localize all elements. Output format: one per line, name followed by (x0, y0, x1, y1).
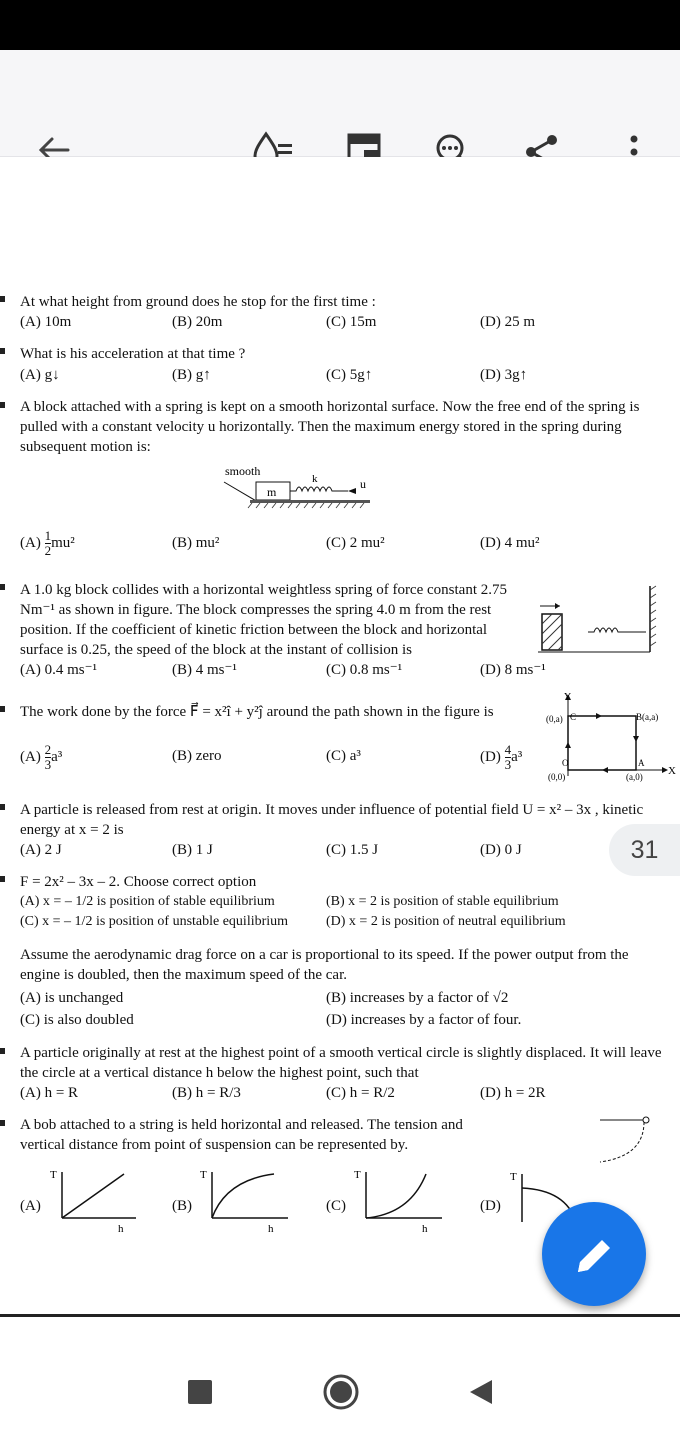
question-marker (0, 804, 5, 810)
question-marker (0, 402, 5, 408)
option-a: (A) $\frac{2}{3}$ a³ (20, 742, 63, 773)
option-a: (A) (20, 1198, 41, 1214)
question-text: A 1.0 kg block collides with a horizontal weightless spring of force constant 2.75 Nm⁻¹ as shown in figure. The block compresses the spring 4.0 m from the rest position. If the coefficient of kinetic friction between the block and horizontal surface is 0.25, the speed of the block at the instant of collision is (20, 582, 507, 658)
k-label: k (312, 473, 318, 485)
fraction-half: $\frac{1}{2}$ (44, 528, 52, 559)
home-icon[interactable] (322, 1373, 360, 1411)
question-text: A particle is released from rest at origin. It moves under influence of potential field U = x² – 3x , kinetic energy at x = 2 is (20, 802, 644, 838)
page-divider (0, 1314, 680, 1317)
recent-apps-icon[interactable] (188, 1380, 212, 1404)
svg-text:(0,0): (0,0) (548, 772, 566, 782)
question-marker (0, 1120, 5, 1126)
svg-text:O: O (562, 758, 569, 768)
document-toolbar (0, 50, 680, 157)
option-c: (C) 2 mu² (326, 535, 385, 551)
option-d: (D) x = 2 is position of neutral equilibrium (326, 914, 566, 929)
svg-text:h: h (422, 1223, 428, 1235)
question-marker (0, 706, 5, 712)
option-c: (C) 0.8 ms⁻¹ (326, 662, 403, 678)
graph-a (44, 1166, 140, 1236)
smooth-label: smooth (225, 464, 261, 478)
path-square (568, 716, 636, 770)
question-text: A particle originally at rest at the highest point of a smooth vertical circle is slightly displaced. It will leave the circle at a vertical distance h below the highest point, such that (20, 1045, 662, 1081)
question-marker (0, 296, 5, 302)
question-text: Assume the aerodynamic drag force on a car is proportional to its speed. If the power output from the engine is doubled, then the maximum speed of the car. (20, 947, 629, 983)
option-a: (A) x = – 1/2 is position of stable equilibrium (20, 894, 275, 909)
option-b: (B) 20m (172, 314, 223, 330)
option-b: (B) g↑ (172, 367, 211, 383)
option-a: (A) 2 J (20, 842, 62, 858)
option-c: (C) x = – 1/2 is position of unstable equilibrium (20, 914, 289, 929)
path-figure (540, 690, 678, 782)
option-c: (C) 15m (326, 314, 377, 330)
svg-text:X: X (668, 765, 676, 777)
spring (588, 628, 646, 632)
question-text: F = 2x² – 3x – 2. Choose correct option (20, 874, 257, 890)
graph-b (196, 1166, 292, 1236)
svg-text:T: T (200, 1169, 207, 1181)
svg-text:(a,0): (a,0) (626, 772, 643, 782)
option-d: (D) increases by a factor of four. (326, 1012, 522, 1028)
question-text: At what height from ground does he stop for the first time : (20, 294, 376, 310)
option-d: (D) (480, 1198, 501, 1214)
question-marker (0, 1048, 5, 1054)
option-d: (D) $\frac{4}{3}$ a³ (480, 742, 523, 773)
option-d: (D) 4 mu² (480, 535, 540, 551)
graph-c (352, 1166, 448, 1236)
svg-text:T: T (510, 1171, 517, 1183)
option-b: (B) x = 2 is position of stable equilibrium (326, 894, 559, 909)
option-b: (B) 4 ms⁻¹ (172, 662, 237, 678)
page-number-badge: 31 (609, 824, 680, 876)
option-b: (B) (172, 1198, 192, 1214)
question-text: A block attached with a spring is kept on a smooth horizontal surface. Now the free end of the spring is pulled with a constant velocity u horizontally. Then the maximum energy stored in the spring during subsequent motion is: (20, 399, 640, 455)
option-b: (B) h = R/3 (172, 1085, 241, 1101)
back-icon[interactable] (468, 1378, 494, 1406)
status-bar (0, 0, 680, 50)
option-d: (D) 8 ms⁻¹ (480, 662, 546, 678)
svg-text:T: T (354, 1169, 361, 1181)
svg-text:T: T (50, 1169, 57, 1181)
question-text: A bob attached to a string is held horizontal and released. The tension and vertical distance from point of suspension can be represented by. (20, 1117, 463, 1153)
option-a: (A) 10m (20, 314, 72, 330)
option-c: (C) 5g↑ (326, 367, 373, 383)
svg-text:h: h (118, 1223, 124, 1235)
option-c: (C) is also doubled (20, 1012, 134, 1028)
option-a: (A) $\frac{1}{2}$ mu² (20, 528, 75, 559)
option-a: (A) g↓ (20, 367, 60, 383)
option-a: (A) h = R (20, 1085, 79, 1101)
block (542, 614, 562, 650)
spring (290, 487, 348, 491)
option-c: (C) h = R/2 (326, 1085, 395, 1101)
spring-block-figure (220, 462, 380, 512)
option-b: (B) increases by a factor of √2 (326, 990, 509, 1006)
svg-text:Y: Y (564, 692, 572, 703)
option-c: (C) a³ (326, 748, 361, 764)
option-b: (B) 1 J (172, 842, 213, 858)
option-d: (D) 3g↑ (480, 367, 528, 383)
edit-fab-button[interactable] (542, 1202, 646, 1306)
option-d: (D) 25 m (480, 314, 535, 330)
svg-text:h: h (268, 1223, 274, 1235)
spring-wall-figure (538, 582, 662, 658)
pendulum-figure (596, 1112, 656, 1168)
option-d: (D) h = 2R (480, 1085, 546, 1101)
question-marker (0, 584, 5, 590)
svg-text:(0,a): (0,a) (546, 714, 563, 724)
option-c: (C) (326, 1198, 346, 1214)
option-d: (D) 0 J (480, 842, 522, 858)
question-marker (0, 876, 5, 882)
u-label: u (360, 477, 366, 491)
question-marker (0, 348, 5, 354)
option-a: (A) is unchanged (20, 990, 124, 1006)
option-b: (B) mu² (172, 535, 220, 551)
option-c: (C) 1.5 J (326, 842, 379, 858)
svg-text:C: C (570, 712, 577, 722)
question-text: What is his acceleration at that time ? (20, 346, 246, 362)
pencil-icon (572, 1234, 616, 1278)
navigation-bar (0, 1346, 680, 1436)
option-b: (B) zero (172, 748, 222, 764)
svg-text:B(a,a): B(a,a) (636, 712, 659, 722)
option-a: (A) 0.4 ms⁻¹ (20, 662, 97, 678)
svg-text:A: A (638, 758, 645, 768)
block-label: m (267, 485, 277, 499)
question-text: The work done by the force F⃗ = x²î + y²ĵ around the path shown in the figure is (20, 704, 494, 720)
